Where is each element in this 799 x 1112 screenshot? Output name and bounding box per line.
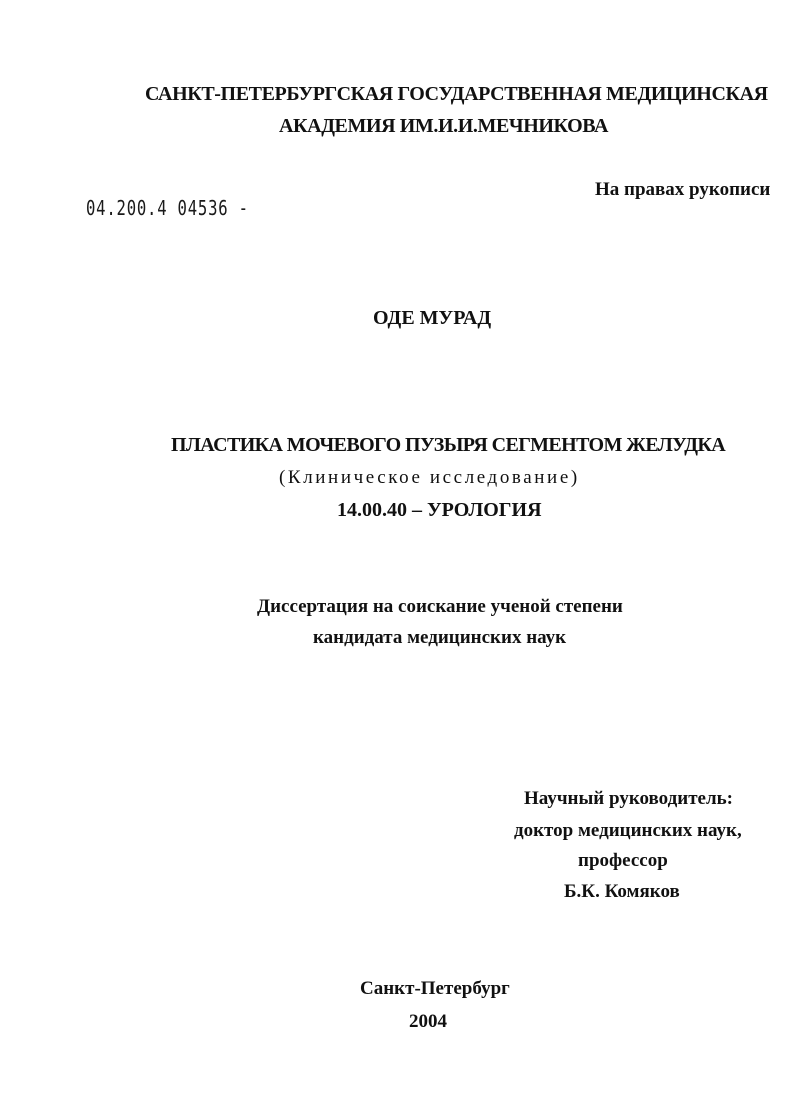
footer-year: 2004 — [409, 1011, 447, 1032]
footer-city: Санкт-Петербург — [360, 978, 510, 999]
supervisor-title: доктор медицинских наук, — [514, 820, 742, 841]
supervisor-rank: профессор — [578, 850, 668, 871]
degree-line-1: Диссертация на соискание ученой степени — [257, 596, 623, 617]
supervisor-name: Б.К. Комяков — [564, 881, 680, 902]
supervisor-label: Научный руководитель: — [524, 788, 733, 809]
rights-notice: На правах рукописи — [595, 179, 771, 200]
archive-stamp-number: 04.200.4 04536 - — [86, 196, 249, 220]
institution-line-1: САНКТ-ПЕТЕРБУРГСКАЯ ГОСУДАРСТВЕННАЯ МЕДИЦИНСКАЯ — [145, 83, 768, 105]
thesis-subtitle: (Клиническое исследование) — [279, 467, 580, 488]
degree-line-2: кандидата медицинских наук — [313, 627, 567, 648]
author-name: ОДЕ МУРАД — [373, 307, 492, 329]
institution-line-2: АКАДЕМИЯ ИМ.И.И.МЕЧНИКОВА — [279, 115, 609, 137]
thesis-specialty: 14.00.40 – УРОЛОГИЯ — [337, 499, 542, 521]
thesis-title: ПЛАСТИКА МОЧЕВОГО ПУЗЫРЯ СЕГМЕНТОМ ЖЕЛУДКА — [171, 434, 726, 456]
